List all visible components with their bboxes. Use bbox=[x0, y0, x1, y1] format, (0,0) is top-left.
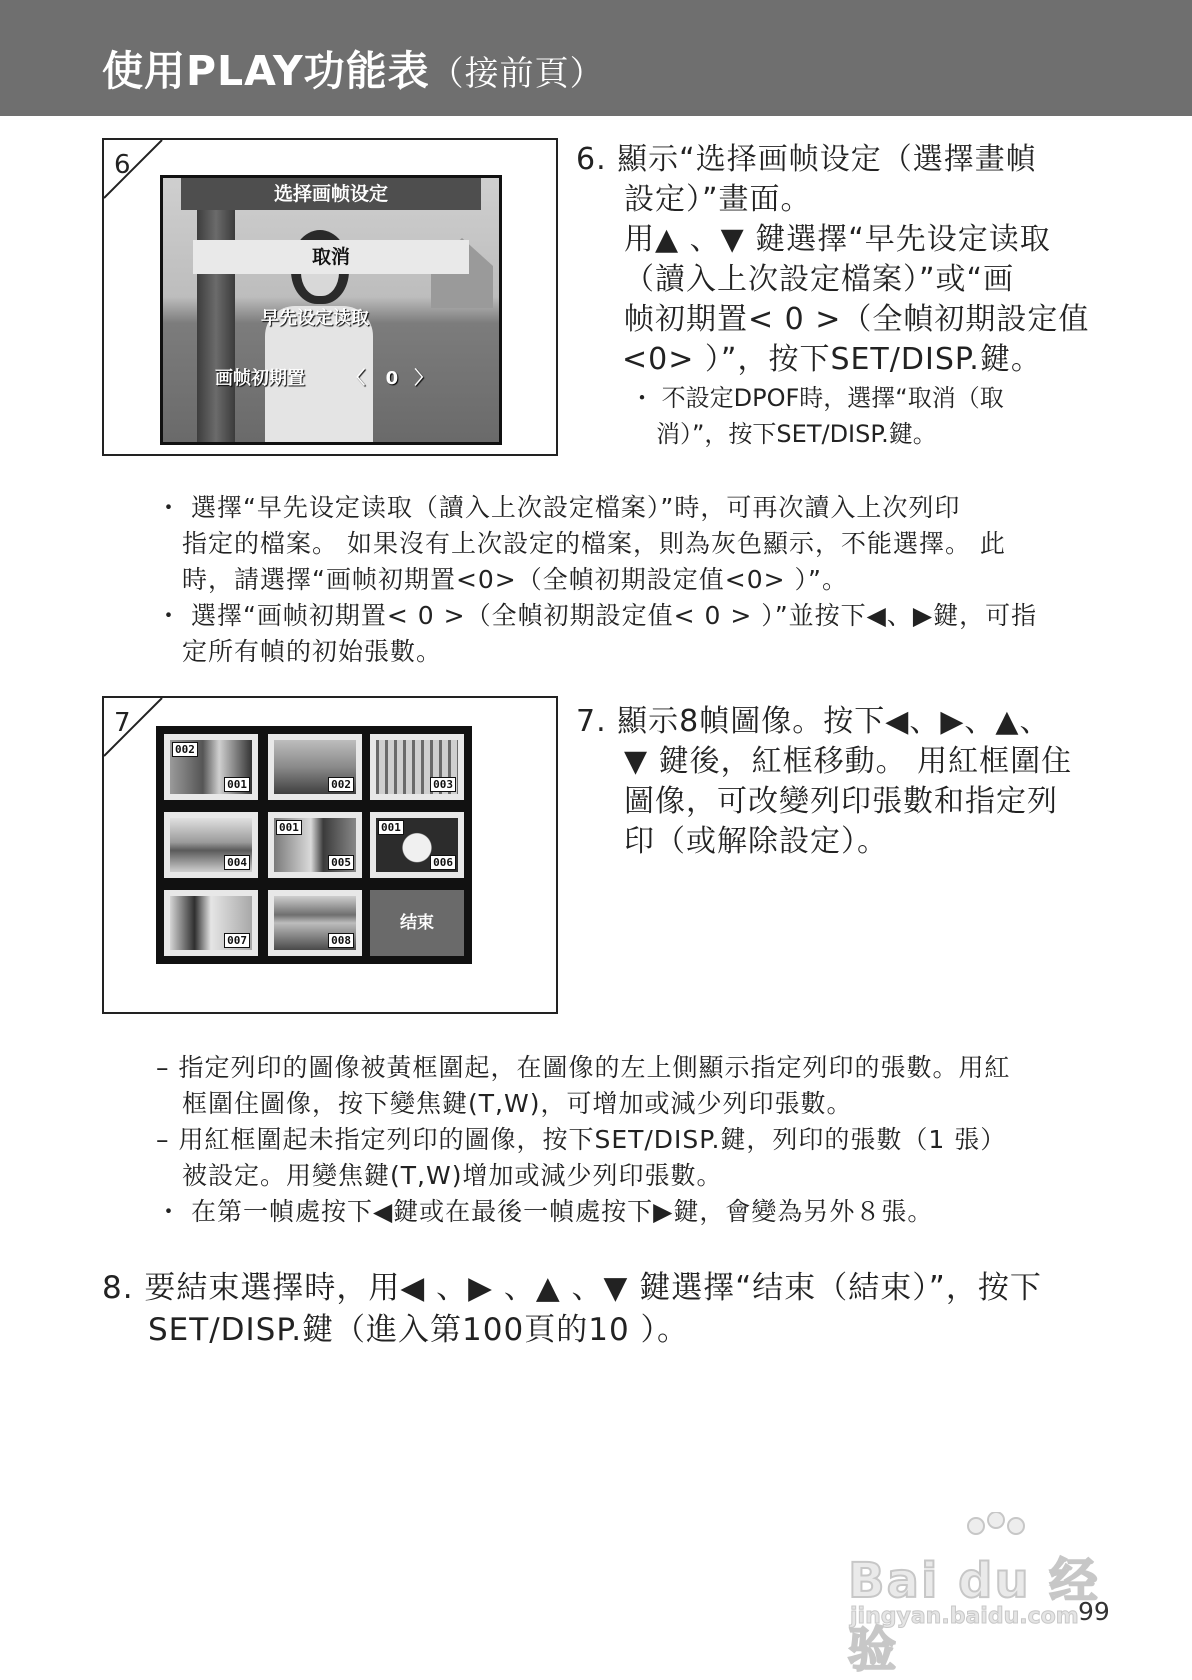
frame-number: 008 bbox=[328, 933, 354, 948]
step7-line: ▼ 鍵後，紅框移動。 用紅框圍住 bbox=[624, 744, 1073, 779]
frame-number: 004 bbox=[224, 855, 250, 870]
page-title bbox=[102, 38, 605, 97]
figure-6 bbox=[102, 138, 558, 456]
note-line: ・ 選擇“画帧初期置< 0 >（全幀初期設定值< 0 > ）”並按下◀、▶鍵，可指 bbox=[156, 601, 1038, 630]
thumbnail-6[interactable] bbox=[370, 812, 464, 878]
frame-number: 006 bbox=[430, 855, 456, 870]
frame-number: 003 bbox=[430, 777, 456, 792]
note-line: – 指定列印的圖像被黃框圍起，在圖像的左上側顯示指定列印的張數。用紅 bbox=[156, 1053, 1011, 1082]
figure-number: 6 bbox=[114, 150, 131, 180]
figure-corner-mark bbox=[104, 140, 164, 200]
figure-7 bbox=[102, 696, 558, 1014]
menu-option-cancel[interactable]: 取消 bbox=[193, 240, 469, 274]
camera-screen-6 bbox=[160, 175, 502, 445]
camera-screen-7 bbox=[156, 726, 472, 964]
init-value: 0 bbox=[385, 368, 399, 389]
thumbnail-5[interactable] bbox=[268, 812, 362, 878]
watermark-brand: Bai du 经验 bbox=[848, 1553, 1100, 1678]
baidu-watermark bbox=[842, 1512, 1102, 1678]
frame-number: 007 bbox=[224, 933, 250, 948]
figure-corner-mark bbox=[104, 698, 164, 758]
thumbnail-4[interactable] bbox=[164, 812, 258, 878]
thumbnail-1[interactable] bbox=[164, 734, 258, 800]
screen-title-bar: 选择画帧设定 bbox=[181, 178, 481, 210]
page-title-subtitle: （接前頁） bbox=[429, 54, 605, 94]
note-line: 被設定。用變焦鍵(T,W)增加或減少列印張數。 bbox=[182, 1161, 723, 1190]
page-title-main: 使用PLAY功能表 bbox=[102, 47, 430, 95]
step6-line: 用▲ 、▼ 鍵選擇“早先设定读取 bbox=[624, 222, 1051, 257]
note-line: ・ 選擇“早先设定读取（讀入上次設定檔案）”時，可再次讀入上次列印 bbox=[156, 493, 961, 522]
frame-number: 005 bbox=[328, 855, 354, 870]
init-label: 画帧初期置 bbox=[215, 368, 305, 389]
frame-number: 002 bbox=[328, 777, 354, 792]
note-line: – 用紅框圍起未指定列印的圖像，按下SET/DISP.鍵，列印的張數（1 張） bbox=[156, 1125, 1007, 1154]
note-line: ・ 在第一幀處按下◀鍵或在最後一幀處按下▶鍵，會變為另外８張。 bbox=[156, 1197, 934, 1226]
print-count: 001 bbox=[276, 820, 302, 835]
page-header bbox=[0, 0, 1192, 116]
thumbnail-3[interactable] bbox=[370, 734, 464, 800]
thumbnail-7[interactable] bbox=[164, 890, 258, 956]
frame-number: 001 bbox=[224, 777, 250, 792]
note-line: 指定的檔案。 如果沒有上次設定的檔案，則為灰色顯示，不能選擇。 此 bbox=[182, 529, 1006, 558]
step8-line: SET/DISP.鍵（進入第100頁的10 ）。 bbox=[148, 1312, 690, 1348]
chevron-left-icon: 〈 bbox=[347, 368, 366, 389]
menu-option-last-setting[interactable]: 早先设定读取 bbox=[261, 308, 369, 329]
figure-number: 7 bbox=[114, 708, 131, 738]
step6-note-line: ・ 不設定DPOF時，選擇“取消（取 bbox=[630, 384, 1004, 412]
note-line: 定所有幀的初始張數。 bbox=[182, 637, 443, 666]
step6-line: <0> ）”，按下SET/DISP.鍵。 bbox=[622, 342, 1042, 377]
chevron-right-icon: 〉 bbox=[414, 368, 433, 389]
print-count: 002 bbox=[172, 742, 198, 757]
thumbnail-8[interactable] bbox=[268, 890, 362, 956]
step7-line: 印（或解除設定）。 bbox=[624, 824, 888, 859]
step6-line: 帧初期置< 0 >（全幀初期設定值 bbox=[624, 302, 1090, 337]
step7-line: 7. 顯示8幀圖像。按下◀、▶、▲、 bbox=[576, 704, 1051, 739]
step8-line: 8. 要結束選擇時，用◀ 、▶ 、▲ 、▼ 鍵選擇“结束（結束）”，按下 bbox=[102, 1270, 1042, 1306]
page-number: 99 bbox=[1078, 1597, 1110, 1626]
menu-option-init[interactable] bbox=[215, 364, 432, 390]
print-count: 001 bbox=[378, 820, 404, 835]
watermark-url: jingyan.baidu.com bbox=[850, 1604, 1079, 1629]
step6-line: 6. 顯示“选择画帧设定（選擇畫幀 bbox=[576, 142, 1037, 177]
step7-line: 圖像，可改變列印張數和指定列 bbox=[624, 784, 1058, 819]
step6-line: （讀入上次設定檔案）”或“画 bbox=[624, 262, 1015, 297]
end-button[interactable]: 结束 bbox=[370, 890, 464, 956]
note-line: 框圍住圖像，按下變焦鍵(T,W)，可增加或減少列印張數。 bbox=[182, 1089, 853, 1118]
thumbnail-2[interactable] bbox=[268, 734, 362, 800]
note-line: 時，請選擇“画帧初期置<0>（全幀初期設定值<0> ）”。 bbox=[182, 565, 848, 594]
step6-note-line: 消）”，按下SET/DISP.鍵。 bbox=[656, 420, 937, 448]
step6-line: 設定）”畫面。 bbox=[624, 182, 812, 217]
